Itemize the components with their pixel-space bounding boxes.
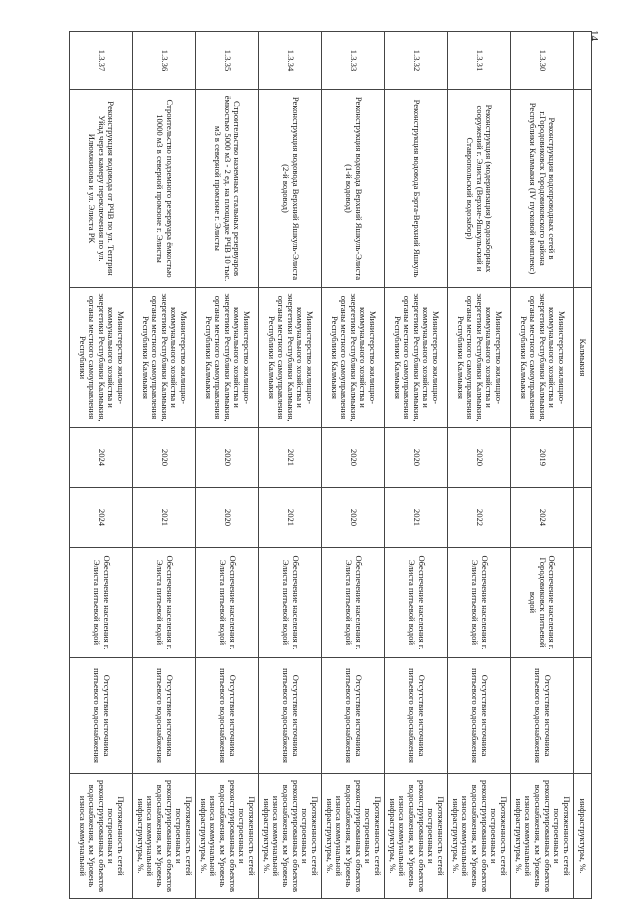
table-row-continuation bbox=[574, 32, 592, 899]
measures-table bbox=[69, 31, 592, 899]
cell-name: Реконструкция водовода от РЧВ по ул. Тептрин Уйад через камеру переключения по ул. Илюмжинова и ул. Элиста РК bbox=[70, 90, 133, 288]
cell-consequence: Отсутствие источника питьевого водоснабжения bbox=[385, 658, 448, 774]
cell-executor: Министерство жилищно-коммунального хозяйства и энергетики Республики Калмыкия, органы местного самоуправления Республики Калмыкия bbox=[259, 288, 322, 428]
cell-start-year bbox=[574, 428, 592, 488]
cell-executor: Министерство жилищно-коммунального хозяйства и энергетики Республики Калмыкия, органы местного самоуправления Республики Калмыкия bbox=[385, 288, 448, 428]
cell-end-year: 2021 bbox=[385, 488, 448, 548]
cell-executor: Министерство жилищно-коммунального хозяйства и энергетики Республики Калмыкия, органы местного самоуправления Республики Калмыкия bbox=[448, 288, 511, 428]
cell-result: Обеспечение населения г. Элиста питьевой водой bbox=[322, 548, 385, 658]
cell-executor: Калмыкия bbox=[574, 288, 592, 428]
cell-executor: Министерство жилищно-коммунального хозяйства и энергетики Республики Калмыкия, органы местного самоуправления Республики bbox=[70, 288, 133, 428]
cell-indicator: Протяженность сетей построенных и реконструированных объектов водоснабжения, км Уровень износа коммунальной инфраструктуры, %. bbox=[322, 774, 385, 899]
cell-consequence: Отсутствие источника питьевого водоснабжения bbox=[259, 658, 322, 774]
cell-consequence: Отсутствие источника питьевого водоснабжения bbox=[322, 658, 385, 774]
table-row bbox=[322, 32, 385, 899]
cell-indicator: Протяженность сетей построенных и реконструированных объектов водоснабжения, км Уровень износа коммунальной инфраструктуры, %. bbox=[133, 774, 196, 899]
cell-executor: Министерство жилищно-коммунального хозяйства и энергетики Республики Калмыкия, органы местного самоуправления Республики Калмыкия bbox=[196, 288, 259, 428]
cell-indicator: Протяженность сетей построенных и реконструированных объектов водоснабжения, км Уровень износа коммунальной инфраструктуры, %. bbox=[448, 774, 511, 899]
cell-executor: Министерство жилищно-коммунального хозяйства и энергетики Республики Калмыкия, органы местного самоуправления Республики Калмыкия bbox=[322, 288, 385, 428]
cell-name: Реконструкция водовода Верхний Яшкуль-Элиста (2-й водовод) bbox=[259, 90, 322, 288]
table-row bbox=[133, 32, 196, 899]
cell-number: 1.3.31 bbox=[448, 32, 511, 90]
cell-end-year: 2021 bbox=[259, 488, 322, 548]
table-row bbox=[196, 32, 259, 899]
page-number: 14 bbox=[588, 30, 600, 41]
cell-start-year: 2020 bbox=[196, 428, 259, 488]
cell-number: 1.3.33 bbox=[322, 32, 385, 90]
document-page bbox=[27, 31, 592, 898]
cell-name: Реконструкция водовода Верхний Яшкуль-Элиста (1-й водовод) bbox=[322, 90, 385, 288]
cell-name: Реконструкция водопроводных сетей в г.Городовиковск Городовиковского района Республики Калмыкия (IV пусковой комплекс) bbox=[511, 90, 574, 288]
cell-end-year: 2024 bbox=[511, 488, 574, 548]
cell-start-year: 2020 bbox=[448, 428, 511, 488]
cell-consequence: Отсутствие источника питьевого водоснабжения bbox=[70, 658, 133, 774]
cell-end-year: 2021 bbox=[133, 488, 196, 548]
cell-consequence: Отсутствие источника питьевого водоснабжения bbox=[511, 658, 574, 774]
cell-result: Обеспечение населения г. Элиста питьевой водой bbox=[133, 548, 196, 658]
cell-indicator: Протяженность сетей построенных и реконструированных объектов водоснабжения, км Уровень износа коммунальной bbox=[70, 774, 133, 899]
cell-result: Обеспечение населения г. Городовиковск питьевой водой bbox=[511, 548, 574, 658]
cell-start-year: 2020 bbox=[385, 428, 448, 488]
cell-name: Строительство наземных стальных резервуаров ёмкостью 5000 м3 - 2 ед. на площадке РЧВ 10 тыс. м3 в северной промзоне г. Элисты bbox=[196, 90, 259, 288]
cell-name: Строительство подземного резервуара ёмкостью 10000 м3 в северной промзоне г. Элисты bbox=[133, 90, 196, 288]
table-row bbox=[70, 32, 133, 899]
cell-consequence: Отсутствие источника питьевого водоснабжения bbox=[196, 658, 259, 774]
cell-start-year: 2020 bbox=[322, 428, 385, 488]
cell-result: Обеспечение населения г. Элиста питьевой водой bbox=[385, 548, 448, 658]
cell-end-year bbox=[574, 488, 592, 548]
cell-executor: Министерство жилищно-коммунального хозяйства и энергетики Республики Калмыкия, органы местного самоуправления Республики Калмыкия bbox=[133, 288, 196, 428]
cell-indicator: инфраструктуры, %. bbox=[574, 774, 592, 899]
cell-indicator: Протяженность сетей построенных и реконструированных объектов водоснабжения, км Уровень износа коммунальной инфраструктуры, %. bbox=[385, 774, 448, 899]
cell-consequence bbox=[574, 658, 592, 774]
table-row bbox=[259, 32, 322, 899]
cell-result: Обеспечение населения г. Элиста питьевой водой bbox=[448, 548, 511, 658]
cell-start-year: 2024 bbox=[70, 428, 133, 488]
cell-name bbox=[574, 90, 592, 288]
cell-consequence: Отсутствие источника питьевого водоснабжения bbox=[448, 658, 511, 774]
table-row bbox=[448, 32, 511, 899]
table-row bbox=[385, 32, 448, 899]
cell-start-year: 2020 bbox=[133, 428, 196, 488]
cell-result bbox=[574, 548, 592, 658]
cell-result: Обеспечение населения г. Элиста питьевой водой bbox=[196, 548, 259, 658]
cell-end-year: 2020 bbox=[196, 488, 259, 548]
cell-indicator: Протяженность сетей построенных и реконструированных объектов водоснабжения, км Уровень износа коммунальной инфраструктуры, %. bbox=[511, 774, 574, 899]
cell-end-year: 2022 bbox=[448, 488, 511, 548]
table-row bbox=[511, 32, 574, 899]
cell-consequence: Отсутствие источника питьевого водоснабжения bbox=[133, 658, 196, 774]
cell-number: 1.3.35 bbox=[196, 32, 259, 90]
cell-result: Обеспечение населения г. Элиста питьевой водой bbox=[70, 548, 133, 658]
cell-name: Реконструкция (модернизация) водозаборных сооружений г. Элиста (Верхне-Яшкульский и Ставропольский водозабор) bbox=[448, 90, 511, 288]
cell-name: Реконструкция водовода Бэрта-Верхний Яшкуль bbox=[385, 90, 448, 288]
cell-end-year: 2020 bbox=[322, 488, 385, 548]
cell-start-year: 2019 bbox=[511, 428, 574, 488]
rotated-table-container bbox=[27, 31, 592, 898]
cell-number: 1.3.34 bbox=[259, 32, 322, 90]
cell-executor: Министерство жилищно-коммунального хозяйства и энергетики Республики Калмыкия, органы местного самоуправления Республики Калмыкия bbox=[511, 288, 574, 428]
cell-indicator: Протяженность сетей построенных и реконструированных объектов водоснабжения, км Уровень износа коммунальной инфраструктуры, %. bbox=[196, 774, 259, 899]
cell-number bbox=[574, 32, 592, 90]
cell-number: 1.3.32 bbox=[385, 32, 448, 90]
cell-indicator: Протяженность сетей построенных и реконструированных объектов водоснабжения, км Уровень износа коммунальной инфраструктуры, %. bbox=[259, 774, 322, 899]
cell-start-year: 2021 bbox=[259, 428, 322, 488]
cell-number: 1.3.37 bbox=[70, 32, 133, 90]
cell-number: 1.3.36 bbox=[133, 32, 196, 90]
cell-end-year: 2024 bbox=[70, 488, 133, 548]
cell-number: 1.3.30 bbox=[511, 32, 574, 90]
cell-result: Обеспечение населения г. Элиста питьевой водой bbox=[259, 548, 322, 658]
